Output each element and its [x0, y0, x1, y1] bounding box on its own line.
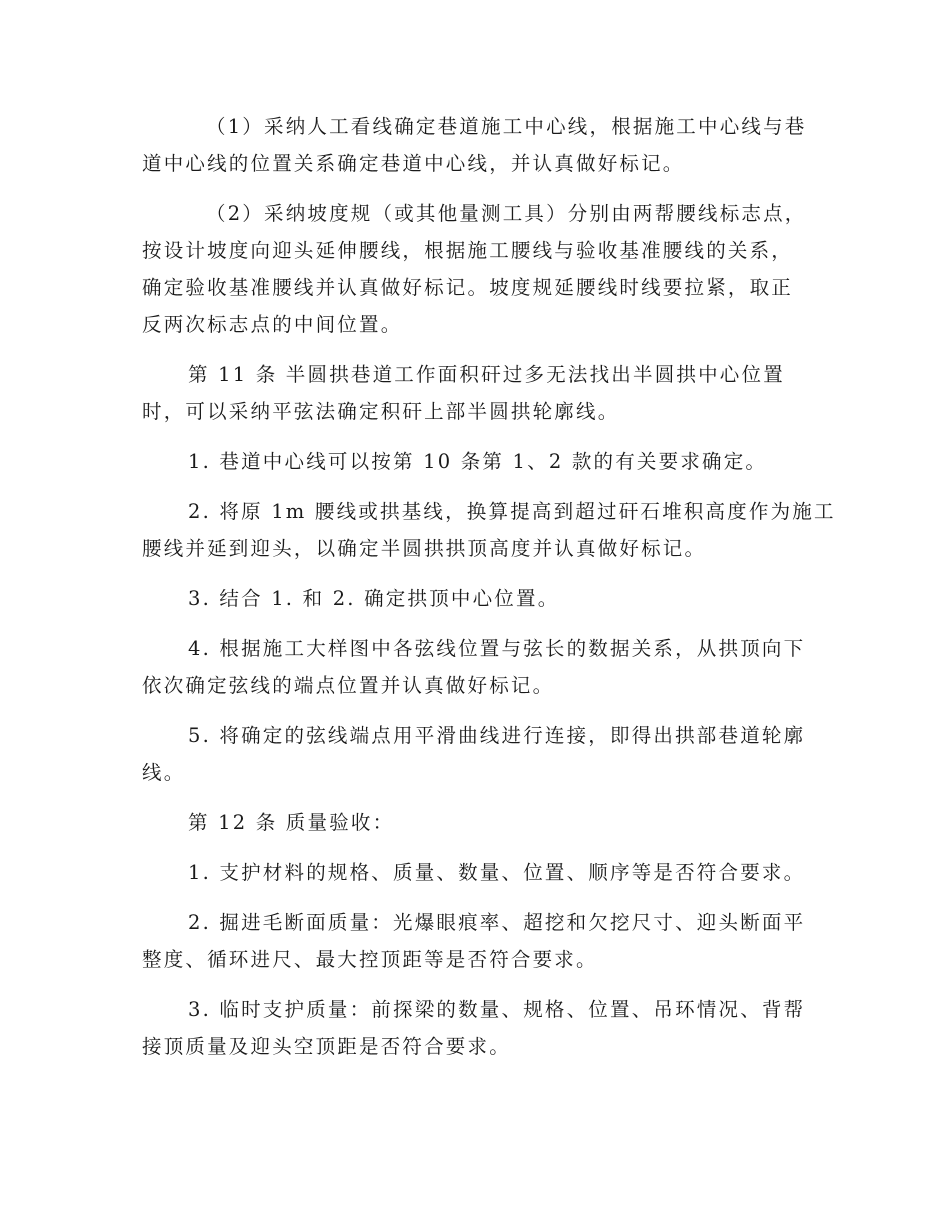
article-12-item-2: [142, 904, 810, 978]
article-12-item-3: [142, 991, 810, 1065]
paragraph-line: 反两次标志点的中间位置。: [142, 313, 403, 336]
article-11-item-4: [142, 630, 810, 704]
paragraph-slope-method: [142, 195, 810, 343]
paragraph-centerline-method: [142, 108, 810, 182]
paragraph-line: 接顶质量及迎头空顶距是否符合要求。: [142, 1035, 511, 1058]
paragraph-line: 2. 掘进毛断面质量：光爆眼痕率、超挖和欠挖尺寸、迎头断面平: [188, 911, 806, 934]
paragraph-line: （1）采纳人工看线确定巷道施工中心线，根据施工中心线与巷: [206, 115, 807, 138]
article-11-item-3: [142, 580, 810, 617]
paragraph-line: 时，可以采纳平弦法确定积矸上部半圆拱轮廓线。: [142, 400, 620, 423]
paragraph-line: 4. 根据施工大样图中各弦线位置与弦长的数据关系，从拱顶向下: [188, 637, 806, 660]
paragraph-line: 5. 将确定的弦线端点用平滑曲线进行连接，即得出拱部巷道轮廓: [188, 724, 806, 747]
article-11-item-1: [142, 443, 810, 480]
paragraph-line: 依次确定弦线的端点位置并认真做好标记。: [142, 674, 555, 697]
article-12-item-1: [142, 854, 810, 891]
paragraph-line: 1. 巷道中心线可以按第 10 条第 1、2 款的有关要求确定。: [188, 450, 768, 473]
paragraph-line: 确定验收基准腰线并认真做好标记。坡度规延腰线时线要拉紧，取正: [142, 276, 794, 299]
paragraph-line: （2）采纳坡度规（或其他量测工具）分别由两帮腰线标志点，: [206, 202, 807, 225]
paragraph-line: 第 11 条 半圆拱巷道工作面积矸过多无法找出半圆拱中心位置: [188, 363, 785, 386]
paragraph-line: 1. 支护材料的规格、质量、数量、位置、顺序等是否符合要求。: [188, 861, 806, 884]
article-11-item-2: [142, 493, 836, 567]
paragraph-line: 2. 将原 1m 腰线或拱基线，换算提高到超过矸石堆积高度作为施工: [188, 500, 836, 523]
paragraph-line: 3. 临时支护质量：前探梁的数量、规格、位置、吊环情况、背帮: [188, 998, 806, 1021]
paragraph-line: 按设计坡度向迎头延伸腰线，根据施工腰线与验收基准腰线的关系，: [142, 239, 794, 262]
paragraph-line: 整度、循环进尺、最大控顶距等是否符合要求。: [142, 948, 598, 971]
paragraph-line: 第 12 条 质量验收：: [188, 811, 395, 834]
paragraph-line: 3. 结合 1. 和 2. 确定拱顶中心位置。: [188, 587, 560, 610]
article-12-heading: [142, 804, 810, 841]
paragraph-line: 腰线并延到迎头，以确定半圆拱拱顶高度并认真做好标记。: [142, 537, 707, 560]
document-page: [142, 108, 836, 1065]
article-11-item-5: [142, 717, 810, 791]
paragraph-line: 线。: [142, 761, 186, 784]
paragraph-line: 道中心线的位置关系确定巷道中心线，并认真做好标记。: [142, 152, 685, 175]
article-11-heading: [142, 356, 810, 430]
